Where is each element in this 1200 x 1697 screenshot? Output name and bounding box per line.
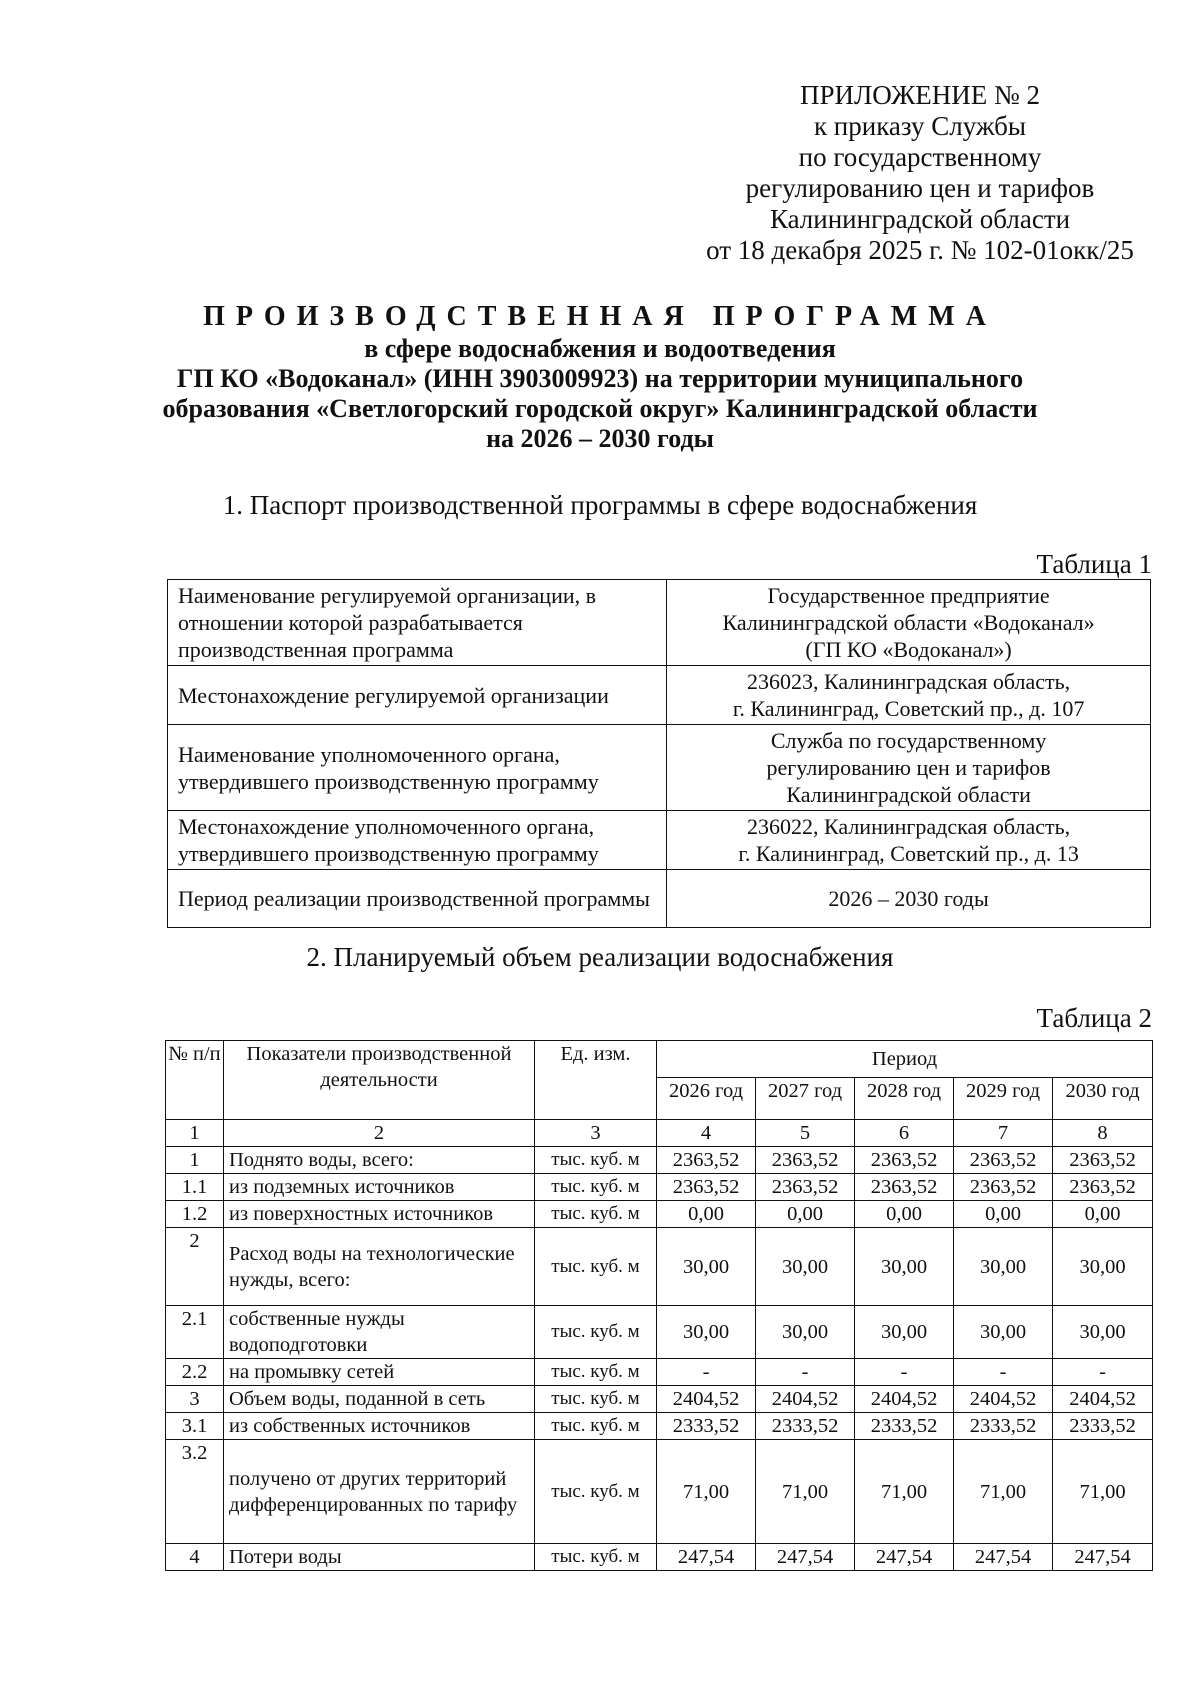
- row-indicator: из поверхностных источников: [224, 1201, 535, 1228]
- table-2-caption: Таблица 2: [1036, 1003, 1152, 1033]
- row-indicator: из собственных источников: [224, 1413, 535, 1440]
- passport-value: [667, 811, 1151, 870]
- row-value: -: [756, 1359, 855, 1386]
- passport-value-line: регулированию цен и тарифов: [766, 755, 1051, 780]
- passport-label: Наименование регулируемой организации, в отношении которой разрабатывается производственная программа: [168, 580, 667, 666]
- row-value: -: [855, 1359, 954, 1386]
- row-value: -: [1053, 1359, 1153, 1386]
- row-value: 0,00: [657, 1201, 756, 1228]
- title-main: ПРОИЗВОДСТВЕННАЯ ПРОГРАММА: [203, 301, 997, 332]
- col-header-year: 2029 год: [954, 1078, 1053, 1120]
- col-number: 8: [1053, 1120, 1153, 1147]
- row-unit: тыс. куб. м: [535, 1174, 657, 1201]
- row-value: 2333,52: [756, 1413, 855, 1440]
- table-row: [166, 1386, 1153, 1413]
- row-indicator: Расход воды на технологические нужды, всего:: [224, 1228, 535, 1306]
- table-row: [168, 666, 1151, 725]
- passport-table: [167, 579, 1151, 928]
- row-value: 30,00: [1053, 1228, 1153, 1306]
- row-indicator: Потери воды: [224, 1544, 535, 1571]
- row-value: 0,00: [954, 1201, 1053, 1228]
- row-value: 2363,52: [756, 1174, 855, 1201]
- passport-value: [667, 666, 1151, 725]
- passport-value-line: Калининградской области «Водоканал»: [722, 610, 1095, 635]
- row-value: 30,00: [855, 1306, 954, 1359]
- table-row: [166, 1228, 1153, 1306]
- document-title: [0, 300, 1200, 454]
- col-number: 6: [855, 1120, 954, 1147]
- passport-label: Период реализации производственной программы: [168, 870, 667, 928]
- col-number: 3: [535, 1120, 657, 1147]
- row-indicator: на промывку сетей: [224, 1359, 535, 1386]
- row-value: 247,54: [657, 1544, 756, 1571]
- row-value: 2363,52: [657, 1174, 756, 1201]
- row-value: 2333,52: [1053, 1413, 1153, 1440]
- table-row: [166, 1306, 1153, 1359]
- row-value: 2363,52: [855, 1174, 954, 1201]
- passport-value: [667, 725, 1151, 811]
- passport-value-line: г. Калининград, Советский пр., д. 107: [732, 696, 1085, 721]
- table-row: [166, 1147, 1153, 1174]
- section-2-heading: 2. Планируемый объем реализации водоснабжения: [306, 942, 894, 972]
- table-row: [168, 580, 1151, 666]
- table-row: [168, 725, 1151, 811]
- title-line: ГП КО «Водоканал» (ИНН 3903009923) на территории муниципального: [176, 364, 1024, 393]
- passport-value: [667, 580, 1151, 666]
- col-header-year: 2026 год: [657, 1078, 756, 1120]
- table-row: [168, 870, 1151, 928]
- row-value: 247,54: [1053, 1544, 1153, 1571]
- row-num: 3: [166, 1386, 224, 1413]
- row-indicator: Объем воды, поданной в сеть: [224, 1386, 535, 1413]
- row-value: -: [954, 1359, 1053, 1386]
- col-header-indicator: Показатели производственной деятельности: [224, 1041, 535, 1120]
- passport-value-line: 236022, Калининградская область,: [746, 814, 1071, 839]
- row-value: 71,00: [855, 1440, 954, 1544]
- row-value: 2333,52: [657, 1413, 756, 1440]
- row-unit: тыс. куб. м: [535, 1306, 657, 1359]
- row-indicator: из подземных источников: [224, 1174, 535, 1201]
- col-number: 7: [954, 1120, 1053, 1147]
- passport-label: Местонахождение уполномоченного органа, утвердившего производственную программу: [168, 811, 667, 870]
- row-indicator: получено от других территорий дифференцированных по тарифу: [224, 1440, 535, 1544]
- section-1-heading: 1. Паспорт производственной программы в сфере водоснабжения: [222, 490, 978, 520]
- appendix-line: регулированию цен и тарифов: [745, 173, 1095, 203]
- title-line: образования «Светлогорский городской округ» Калининградской области: [162, 394, 1038, 423]
- row-value: -: [657, 1359, 756, 1386]
- row-value: 2363,52: [1053, 1147, 1153, 1174]
- row-value: 2363,52: [756, 1147, 855, 1174]
- row-num: 2: [166, 1228, 224, 1306]
- row-value: 2404,52: [657, 1386, 756, 1413]
- passport-value-line: г. Калининград, Советский пр., д. 13: [738, 841, 1079, 866]
- row-value: 2363,52: [954, 1174, 1053, 1201]
- row-unit: тыс. куб. м: [535, 1413, 657, 1440]
- row-value: 247,54: [855, 1544, 954, 1571]
- row-num: 1.2: [166, 1201, 224, 1228]
- row-value: 2333,52: [855, 1413, 954, 1440]
- row-value: 71,00: [756, 1440, 855, 1544]
- row-unit: тыс. куб. м: [535, 1228, 657, 1306]
- row-value: 71,00: [657, 1440, 756, 1544]
- row-unit: тыс. куб. м: [535, 1544, 657, 1571]
- table-header-row: [166, 1041, 1153, 1078]
- table-row: [166, 1413, 1153, 1440]
- water-supply-table: [165, 1040, 1153, 1571]
- table-row: [166, 1440, 1153, 1544]
- row-value: 247,54: [756, 1544, 855, 1571]
- row-value: 247,54: [954, 1544, 1053, 1571]
- table-row: [166, 1544, 1153, 1571]
- col-header-num: № п/п: [166, 1041, 224, 1120]
- row-value: 30,00: [657, 1228, 756, 1306]
- passport-value-line: (ГП КО «Водоканал»): [805, 637, 1012, 662]
- col-header-year: 2027 год: [756, 1078, 855, 1120]
- row-value: 2363,52: [1053, 1174, 1153, 1201]
- row-num: 3.2: [166, 1440, 224, 1544]
- row-value: 30,00: [954, 1228, 1053, 1306]
- col-number: 5: [756, 1120, 855, 1147]
- row-value: 2404,52: [954, 1386, 1053, 1413]
- row-num: 1: [166, 1147, 224, 1174]
- passport-label: Наименование уполномоченного органа, утвердившего производственную программу: [168, 725, 667, 811]
- passport-value-line: 2026 – 2030 годы: [828, 886, 989, 911]
- row-num: 4: [166, 1544, 224, 1571]
- passport-value-line: Калининградской области: [786, 782, 1031, 807]
- passport-value-line: 236023, Калининградская область,: [746, 669, 1071, 694]
- row-num: 2.1: [166, 1306, 224, 1359]
- row-value: 0,00: [855, 1201, 954, 1228]
- row-value: 30,00: [657, 1306, 756, 1359]
- row-num: 3.1: [166, 1413, 224, 1440]
- row-unit: тыс. куб. м: [535, 1359, 657, 1386]
- row-value: 30,00: [855, 1228, 954, 1306]
- passport-value-line: Служба по государственному: [770, 728, 1047, 753]
- col-number: 1: [166, 1120, 224, 1147]
- col-number: 4: [657, 1120, 756, 1147]
- row-unit: тыс. куб. м: [535, 1201, 657, 1228]
- row-num: 2.2: [166, 1359, 224, 1386]
- title-line: на 2026 – 2030 годы: [486, 424, 714, 453]
- col-header-unit: Ед. изм.: [535, 1041, 657, 1120]
- row-unit: тыс. куб. м: [535, 1386, 657, 1413]
- passport-label: Местонахождение регулируемой организации: [168, 666, 667, 725]
- row-value: 71,00: [1053, 1440, 1153, 1544]
- col-header-year: 2028 год: [855, 1078, 954, 1120]
- table-row: [166, 1201, 1153, 1228]
- appendix-line: от 18 декабря 2025 г. № 102-01окк/25: [706, 235, 1134, 265]
- row-value: 30,00: [756, 1306, 855, 1359]
- title-line: в сфере водоснабжения и водоотведения: [364, 334, 836, 363]
- row-value: 71,00: [954, 1440, 1053, 1544]
- row-value: 2363,52: [954, 1147, 1053, 1174]
- row-value: 30,00: [1053, 1306, 1153, 1359]
- appendix-line: Калининградской области: [769, 204, 1071, 234]
- col-header-period: Период: [657, 1041, 1153, 1078]
- passport-value: [667, 870, 1151, 928]
- appendix-header: [640, 80, 1200, 266]
- row-unit: тыс. куб. м: [535, 1147, 657, 1174]
- row-unit: тыс. куб. м: [535, 1440, 657, 1544]
- row-indicator: собственные нужды водоподготовки: [224, 1306, 535, 1359]
- table-row: [168, 811, 1151, 870]
- col-header-year: 2030 год: [1053, 1078, 1153, 1120]
- table-1-caption: Таблица 1: [1036, 549, 1152, 579]
- col-number: 2: [224, 1120, 535, 1147]
- row-indicator: Поднято воды, всего:: [224, 1147, 535, 1174]
- passport-value-line: Государственное предприятие: [767, 583, 1050, 608]
- row-value: 2404,52: [855, 1386, 954, 1413]
- row-value: 2404,52: [756, 1386, 855, 1413]
- row-value: 0,00: [1053, 1201, 1153, 1228]
- table-row: [166, 1174, 1153, 1201]
- table-row: [166, 1359, 1153, 1386]
- column-number-row: [166, 1120, 1153, 1147]
- appendix-line: по государственному: [798, 142, 1042, 172]
- row-value: 30,00: [954, 1306, 1053, 1359]
- row-value: 2363,52: [855, 1147, 954, 1174]
- row-value: 2404,52: [1053, 1386, 1153, 1413]
- row-value: 2363,52: [657, 1147, 756, 1174]
- row-num: 1.1: [166, 1174, 224, 1201]
- appendix-line: к приказу Службы: [813, 111, 1027, 141]
- row-value: 30,00: [756, 1228, 855, 1306]
- appendix-line: ПРИЛОЖЕНИЕ № 2: [799, 80, 1041, 110]
- row-value: 2333,52: [954, 1413, 1053, 1440]
- row-value: 0,00: [756, 1201, 855, 1228]
